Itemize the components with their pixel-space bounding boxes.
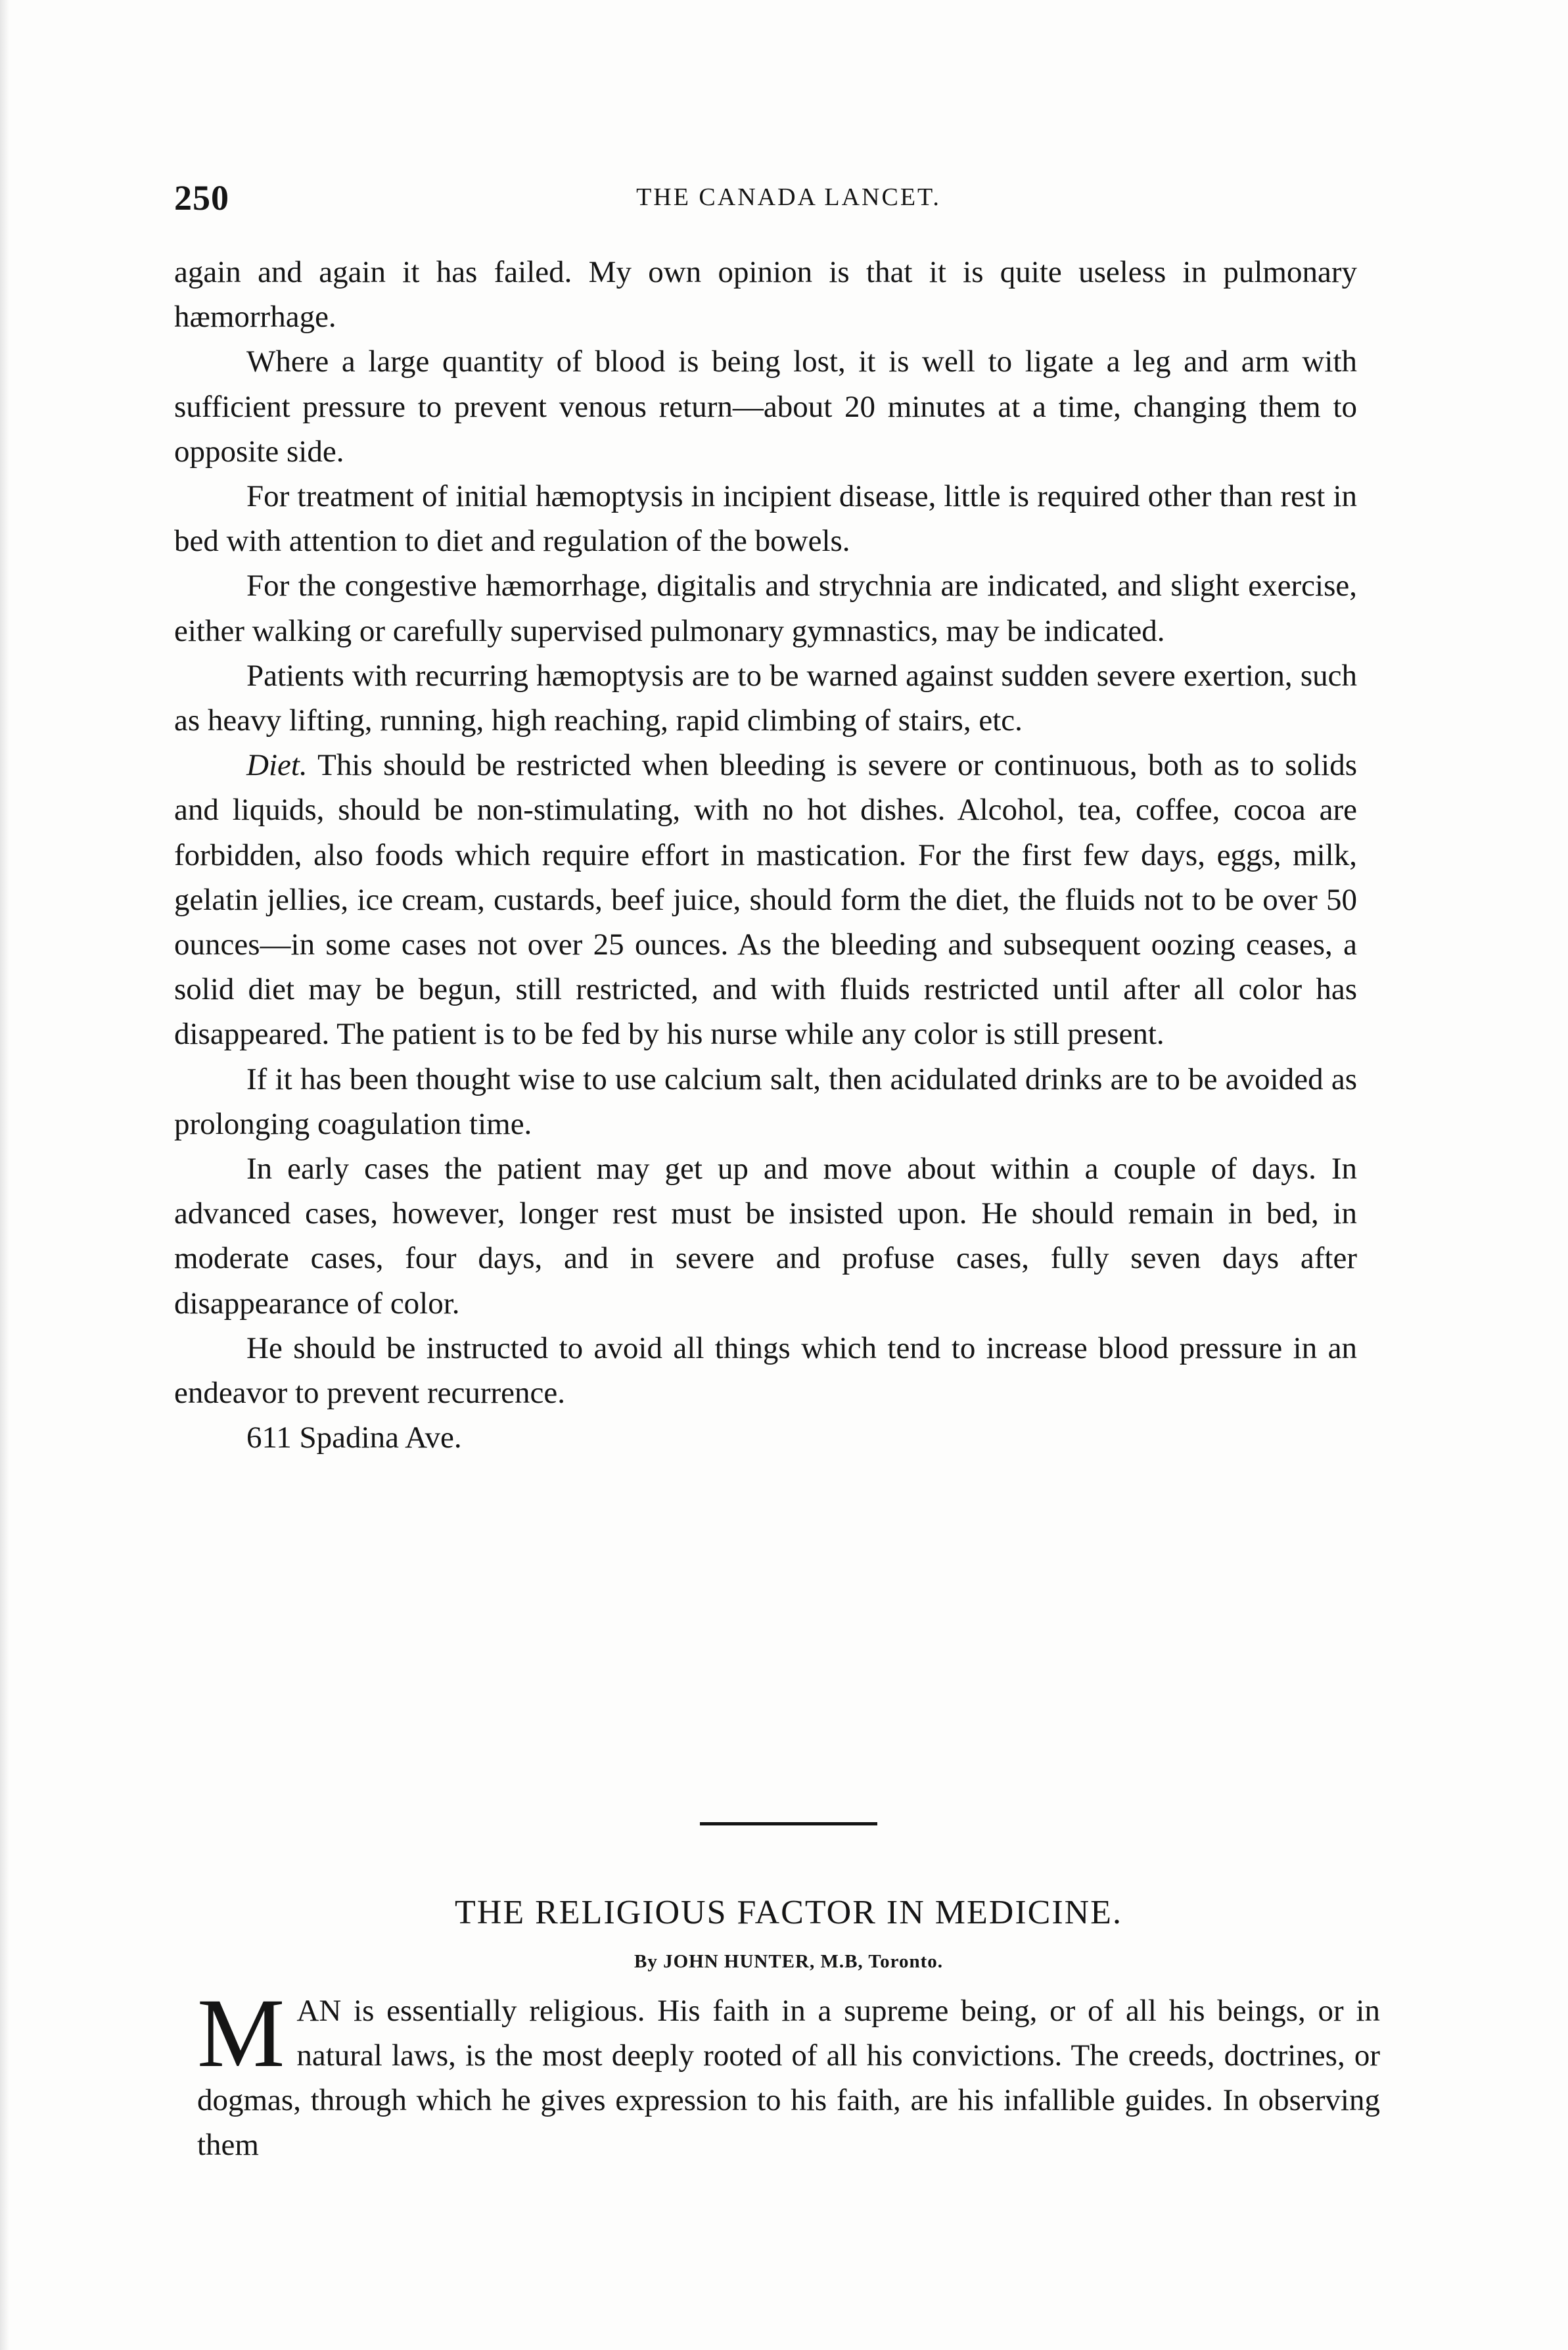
paragraph-continuation: again and again it has failed. My own opinion is that it is quite useless in pulmonary hæmorrhage.: [174, 255, 1357, 335]
paragraph-calcium-salt: If it has been thought wise to use calcium salt, then acidulated drinks are to be avoided as prolonging coagulation time.: [174, 1062, 1357, 1141]
diet-text: This should be restricted when bleeding is severe or continuous, both as to solids and liquids, should be non-stimulating, with no hot dishes. Alcohol, tea, coffee, cocoa are forbidden, also foods which require effort in mastication. For the first few days, eggs, milk, gelatin jellies, ice cream, custards, beef juice, should form the diet, the fluids not to be over 50 ounces—in some cases not over 25 ounces. As the bleeding and subsequent oozing ceases, a solid diet may be begun, still restricted, and with fluids restricted until after all color has disappeared. The patient is to be fed by his nurse while any color is still present.: [174, 748, 1357, 1052]
page-number: 250: [174, 178, 229, 218]
body-text: [174, 250, 1357, 1460]
paragraph-ligation: Where a large quantity of blood is being lost, it is well to ligate a leg and arm with sufficient pressure to prevent venous return—about 20 minutes at a time, changing them to opposite side.: [174, 344, 1357, 469]
article-title: THE RELIGIOUS FACTOR IN MEDICINE.: [455, 1894, 1122, 1931]
paragraph-diet: [174, 743, 1357, 1056]
paragraph-initial-haemoptysis: For treatment of initial hæmoptysis in incipient disease, little is required other than rest in bed with attention to diet and regulation of the bowels.: [174, 479, 1357, 559]
paragraph-congestive-haemorrhage: For the congestive hæmorrhage, digitalis and strychnia are indicated, and slight exercise, either walking or carefully supervised pulmonary gymnastics, may be indicated.: [174, 569, 1357, 648]
paragraph-early-cases: In early cases the patient may get up and move about within a couple of days. In advanced cases, however, longer rest must be insisted upon. He should remain in bed, in moderate cases, four days, and in severe and profuse cases, fully seven days after disappearance of color.: [174, 1152, 1357, 1321]
article-body: [197, 1979, 1380, 2167]
author-address: 611 Spadina Ave.: [246, 1421, 462, 1455]
paragraph-recurring-haemoptysis: Patients with recurring hæmoptysis are to be warned against sudden severe exertion, such as heavy lifting, running, high reaching, rapid climbing of stairs, etc.: [174, 658, 1357, 738]
page-header: [174, 177, 1403, 223]
article-opening-paragraph: AN is essentially religious. His faith in a supreme being, or of all his beings, or in natural laws, is the most deeply rooted of all his convictions. The creeds, doctrines, or dogmas, through which he gives expression to his faith, are his infallible guides. In observing them: [197, 1994, 1380, 2162]
article-byline: By JOHN HUNTER, M.B, Toronto.: [634, 1951, 943, 1972]
paragraph-blood-pressure: He should be instructed to avoid all things which tend to increase blood pressure in an endeavor to prevent recurrence.: [174, 1330, 1357, 1411]
drop-cap: M: [197, 1979, 285, 2088]
section-divider: [700, 1822, 877, 1825]
diet-lead: Diet.: [246, 748, 308, 783]
page-edge-shadow: [0, 0, 9, 2350]
running-head: THE CANADA LANCET.: [636, 183, 941, 211]
